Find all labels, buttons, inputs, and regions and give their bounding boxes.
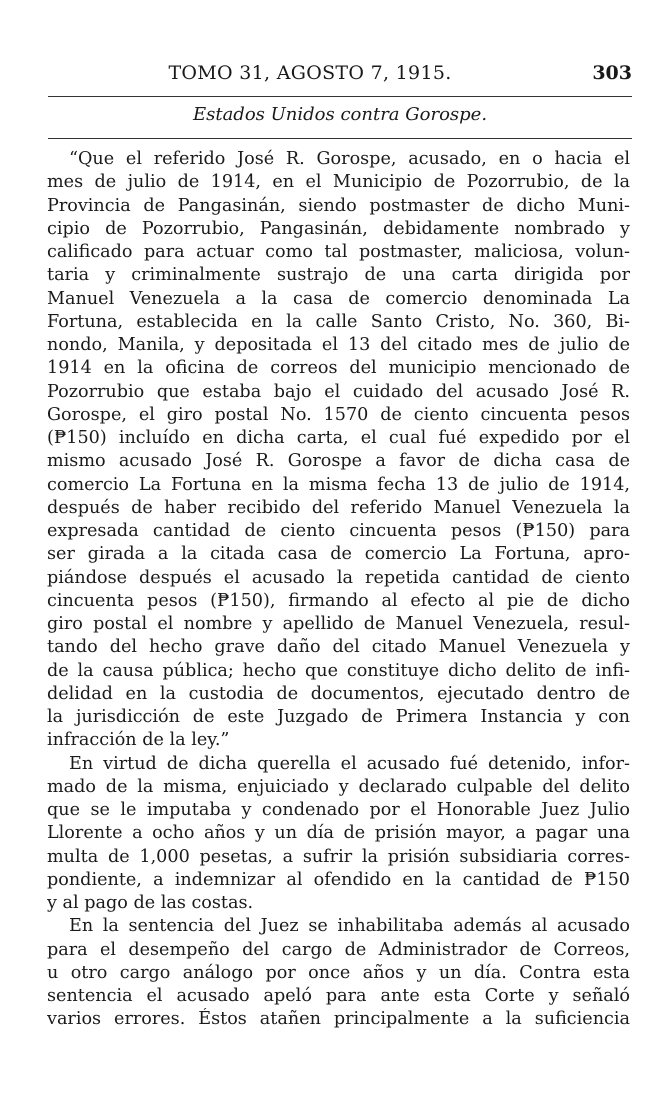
text-line: ser girada a la citada casa de comercio La Fortuna, apro-	[47, 544, 630, 565]
text-line: (₱150) incluído en dicha carta, el cual fué expedido por el	[47, 428, 630, 448]
text-line: mismo acusado José R. Gorospe a favor de dicha casa de	[47, 451, 630, 472]
text-line: multa de 1,000 pesetas, a sufrir la prisión subsidiaria corres-	[47, 846, 630, 867]
text-line: y al pago de las costas.	[47, 893, 254, 913]
text-line: para el desempeño del cargo de Administrador de Correos,	[47, 939, 630, 960]
header-rule-bottom	[48, 138, 632, 139]
text-line: delidad en la custodia de documentos, ejecutado dentro de	[47, 683, 630, 704]
text-line: calificado para actuar como tal postmaster, maliciosa, volun-	[47, 242, 630, 262]
text-line: sentencia el acusado apeló para ante esta Corte y señaló	[47, 986, 630, 1006]
text-line: Manuel Venezuela a la casa de comercio denominada La	[47, 288, 630, 309]
text-line: tando del hecho grave daño del citado Manuel Venezuela y	[47, 637, 630, 658]
text-line: “Que el referido José R. Gorospe, acusado, en o hacia el	[69, 149, 630, 169]
text-line: nondo, Manila, y depositada el 13 del citado mes de julio de	[47, 335, 630, 355]
text-line: expresada cantidad de ciento cincuenta pesos (₱150) para	[47, 521, 630, 541]
text-line: que se le imputaba y condenado por el Honorable Juez Julio	[47, 800, 630, 820]
text-line: mado de la misma, enjuiciado y declarado culpable del delito	[47, 776, 630, 797]
volume-date-title: TOMO 31, AGOSTO 7, 1915.	[168, 62, 452, 84]
body-text	[47, 148, 630, 1032]
text-line: después de haber recibido del referido Manuel Venezuela la	[47, 497, 630, 518]
text-line: giro postal el nombre y apellido de Manuel Venezuela, resul-	[47, 614, 630, 634]
text-line: 1914 en la oficina de correos del municipio mencionado de	[47, 358, 630, 379]
case-title: Estados Unidos contra Gorospe.	[192, 104, 488, 125]
text-line: cipio de Pozorrubio, Pangasinán, debidamente nombrado y	[47, 218, 630, 239]
text-line: Fortuna, establecida en la calle Santo Cristo, No. 360, Bi-	[47, 311, 630, 332]
text-line: comercio La Fortuna en la misma fecha 13 de julio de 1914,	[47, 474, 630, 495]
text-line: pondiente, a indemnizar al ofendido en la cantidad de ₱150	[47, 869, 630, 890]
text-line: infracción de la ley.”	[47, 730, 230, 751]
text-line: Pozorrubio que estaba bajo el cuidado del acusado José R.	[47, 381, 630, 402]
text-line: taria y criminalmente sustrajo de una carta dirigida por	[47, 265, 630, 286]
text-line: En la sentencia del Juez se inhabilitaba además al acusado	[69, 916, 630, 937]
text-line: de la causa pública; hecho que constituye dicho delito de infi-	[47, 660, 630, 681]
text-line: Llorente a ocho años y un día de prisión mayor, a pagar una	[47, 823, 630, 844]
text-line: En virtud de dicha querella el acusado fué detenido, infor-	[69, 753, 630, 774]
text-line: Provincia de Pangasinán, siendo postmaster de dicho Muni-	[47, 195, 630, 216]
text-line: Gorospe, el giro postal No. 1570 de ciento cincuenta pesos	[47, 404, 630, 425]
page-number: 303	[592, 62, 632, 84]
text-line: piándose después el acusado la repetida cantidad de ciento	[47, 567, 630, 588]
text-line: cincuenta pesos (₱150), firmando al efecto al pie de dicho	[47, 590, 630, 611]
text-line: la jurisdicción de este Juzgado de Primera Instancia y con	[47, 707, 630, 727]
text-line: u otro cargo análogo por once años y un día. Contra esta	[47, 962, 630, 983]
header-rule-top	[48, 96, 632, 97]
text-line: mes de julio de 1914, en el Municipio de Pozorrubio, de la	[47, 172, 630, 193]
text-line: varios errores. Éstos atañen principalmente a la suficiencia	[47, 1009, 630, 1030]
running-header	[48, 62, 632, 90]
